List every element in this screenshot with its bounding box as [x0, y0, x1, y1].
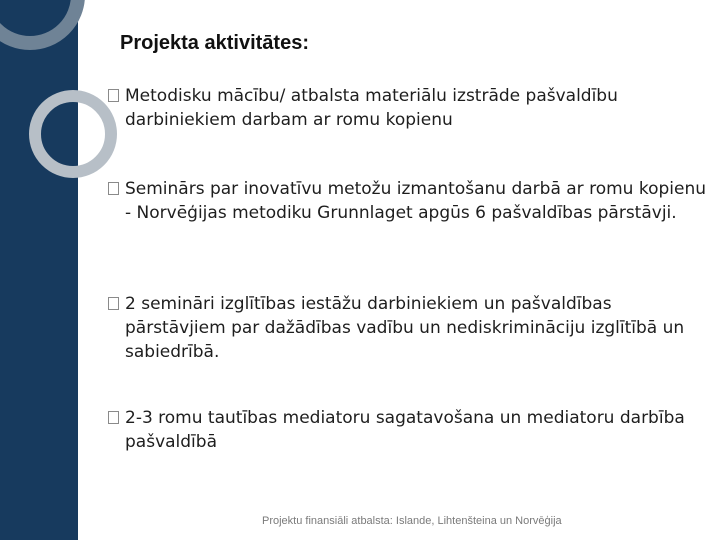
- decorative-ring-middle: [35, 96, 111, 172]
- decorative-ring-top: [0, 0, 78, 43]
- bullet-text: Metodisku mācību/ atbalsta materiālu izstrāde pašvaldību darbiniekiem darbam ar romu kopienu: [125, 86, 618, 130]
- bullet-text: Seminārs par inovatīvu metožu izmantošanu darbā ar romu kopienu - Norvēģijas metodiku Grunnlaget apgūs 6 pašvaldības pārstāvji.: [125, 179, 706, 223]
- bullet-text: 2 semināri izglītības iestāžu darbiniekiem un pašvaldības pārstāvjiem par dažādības vadību un nediskrimināciju izglītībā un sabiedrībā.: [125, 294, 685, 362]
- bullet-marker-icon: [108, 182, 119, 195]
- bullet-text: 2-3 romu tautības mediatoru sagatavošana un mediatoru darbība pašvaldībā: [125, 408, 685, 452]
- footer-note: Projektu finansiāli atbalsta: Islande, Lihtenšteina un Norvēģija: [262, 515, 562, 527]
- bullet-item: [108, 177, 708, 225]
- bullet-item: [108, 84, 708, 132]
- bullet-marker-icon: [108, 89, 119, 102]
- bullet-marker-icon: [108, 297, 119, 310]
- bullet-marker-icon: [108, 411, 119, 424]
- bullet-item: [108, 292, 708, 364]
- slide-title: Projekta aktivitātes:: [120, 32, 309, 54]
- bullet-item: [108, 406, 708, 454]
